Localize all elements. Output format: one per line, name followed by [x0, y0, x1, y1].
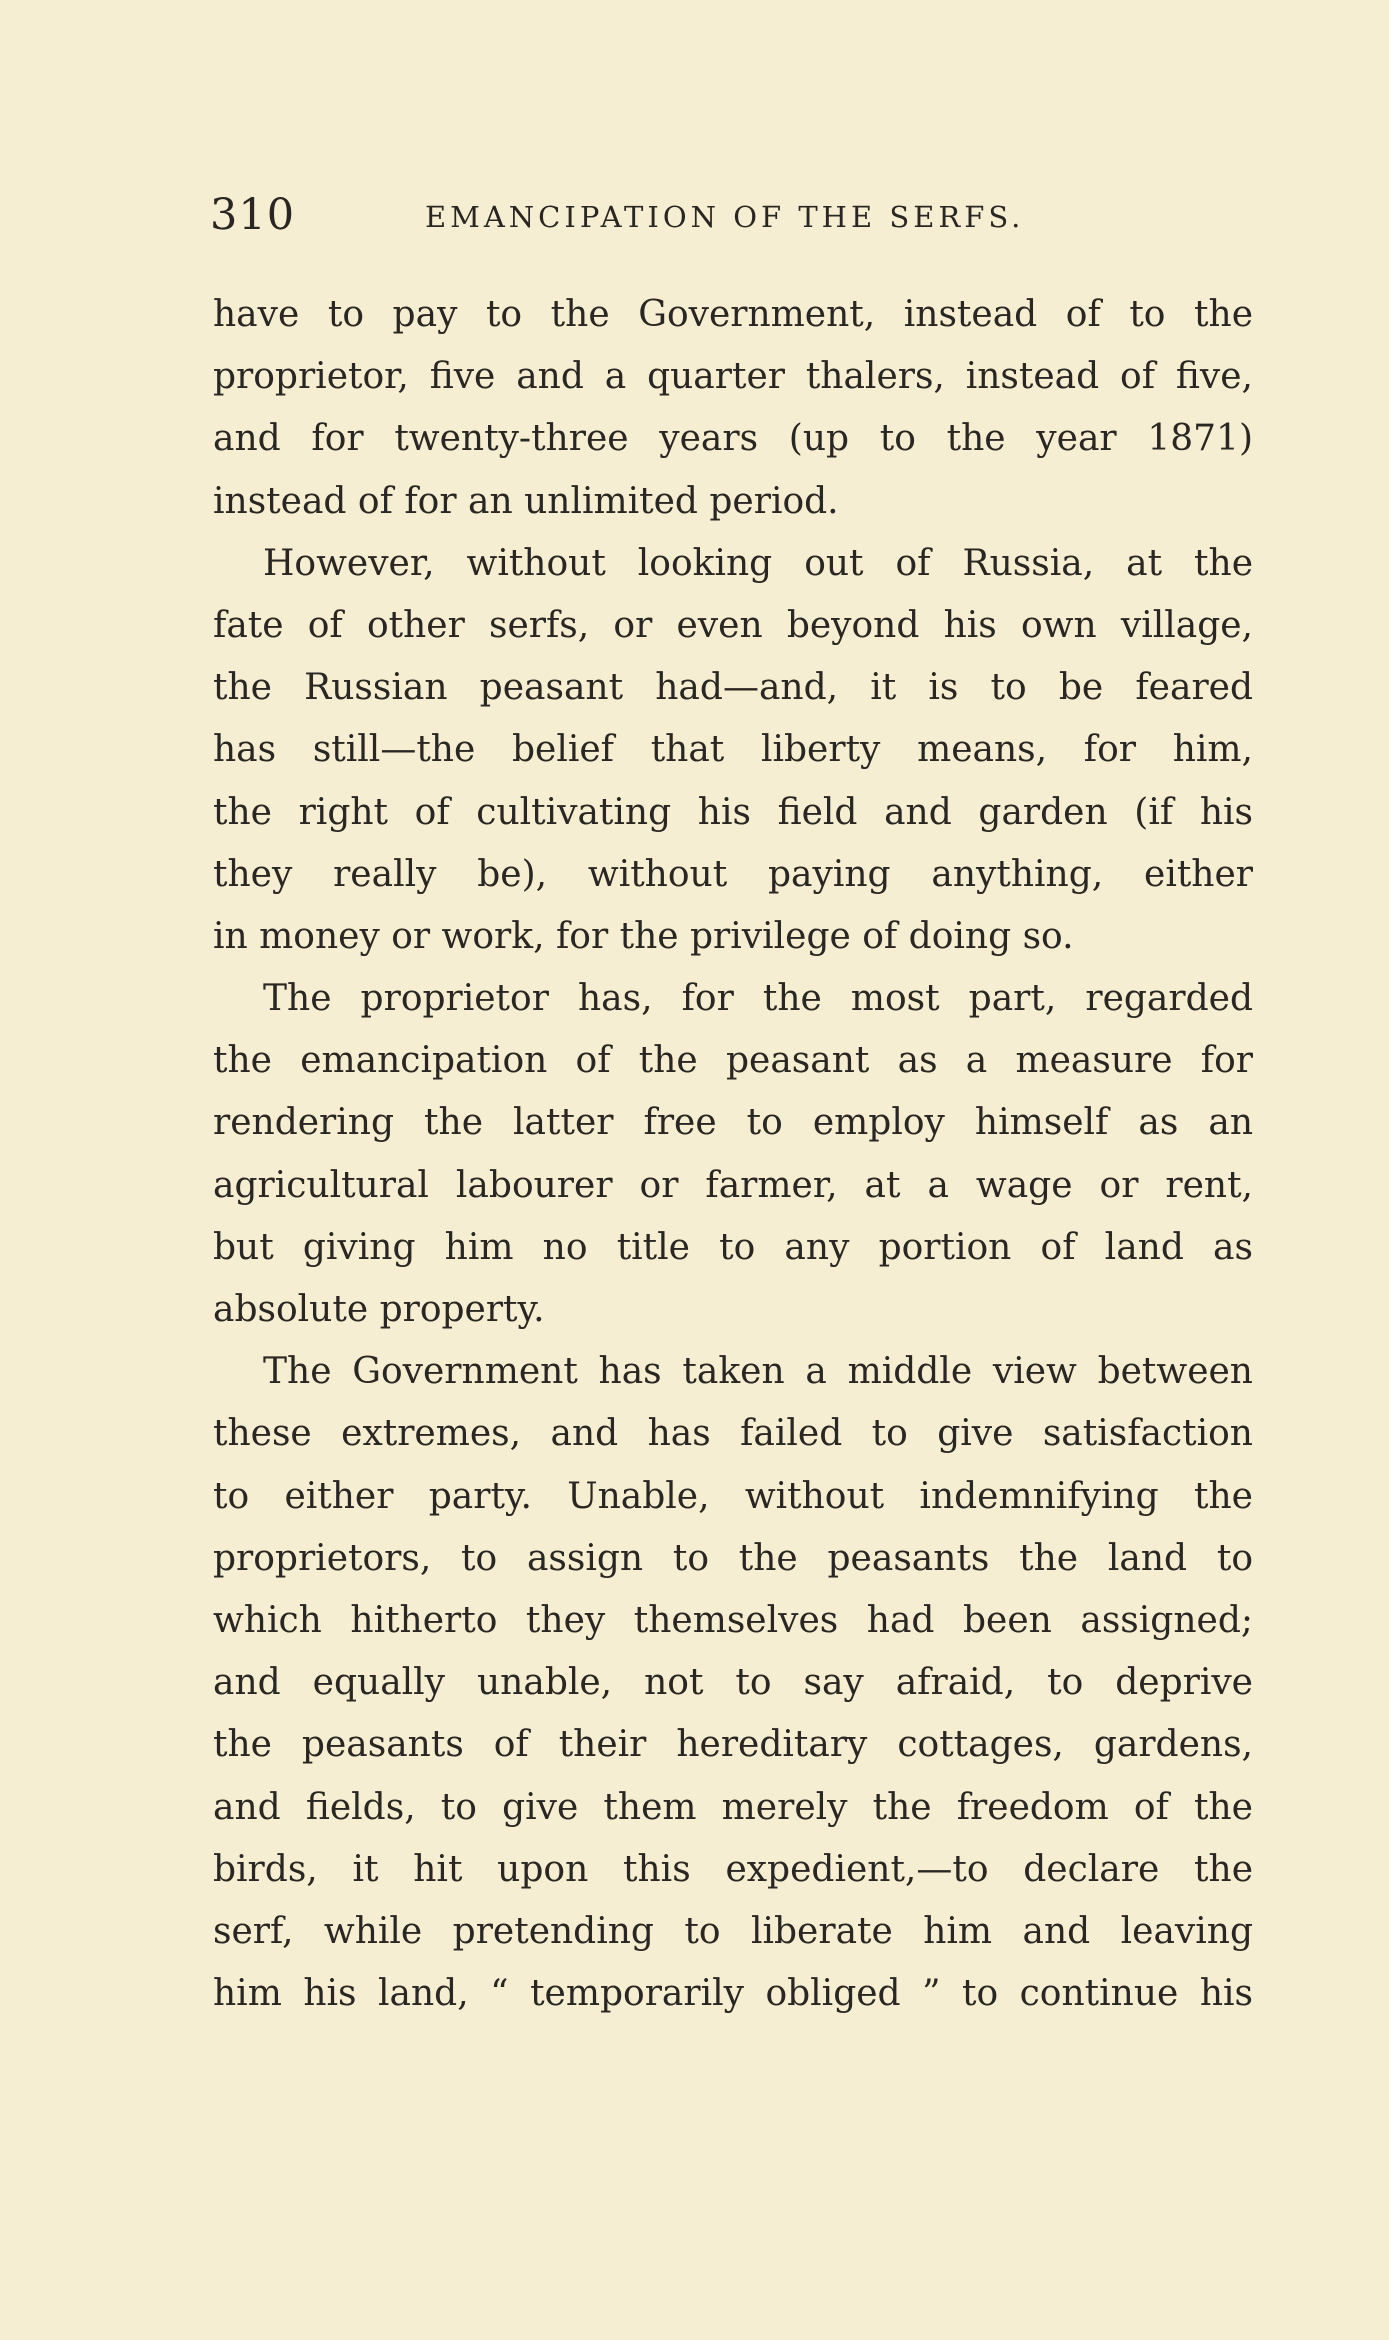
page-number: 310: [210, 190, 296, 240]
text-line: agricultural labourer or farmer, at a wage or rent,: [213, 1164, 1253, 1206]
text-line: which hitherto they themselves had been assigned;: [213, 1599, 1253, 1641]
text-line: serf, while pretending to liberate him and leaving: [213, 1910, 1253, 1952]
text-line: proprietor, five and a quarter thalers, instead of five,: [213, 356, 1253, 398]
text-line: the emancipation of the peasant as a measure for: [213, 1040, 1253, 1082]
text-line: and for twenty-three years (up to the year 1871): [213, 418, 1253, 460]
text-line: these extremes, and has failed to give satisfaction: [213, 1413, 1253, 1455]
text-line: the right of cultivating his field and garden (if his: [213, 791, 1253, 833]
text-line: have to pay to the Government, instead of to the: [213, 294, 1253, 335]
text-line: and fields, to give them merely the freedom of the: [213, 1786, 1253, 1828]
text-line: him his land, “ temporarily obliged ” to continue his: [213, 1973, 1253, 2015]
running-head: [210, 190, 1255, 250]
running-title: EMANCIPATION OF THE SERFS.: [425, 200, 1025, 234]
text-line: the peasants of their hereditary cottages, gardens,: [213, 1724, 1253, 1766]
text-line: However, without looking out of Russia, at the: [263, 542, 1253, 584]
body-text: [213, 284, 1253, 2025]
text-line: and equally unable, not to say afraid, to deprive: [213, 1662, 1253, 1704]
text-line: in money or work, for the privilege of doing so.: [213, 915, 1074, 957]
text-line: but giving him no title to any portion of land as: [213, 1226, 1253, 1268]
text-line: proprietors, to assign to the peasants the land to: [213, 1537, 1253, 1579]
text-line: the Russian peasant had—and, it is to be feared: [213, 667, 1253, 709]
text-line: instead of for an unlimited period.: [213, 480, 839, 522]
text-line: The proprietor has, for the most part, regarded: [263, 978, 1253, 1020]
text-line: to either party. Unable, without indemnifying the: [213, 1475, 1253, 1517]
text-line: they really be), without paying anything, either: [213, 853, 1253, 895]
text-line: absolute property.: [213, 1289, 545, 1330]
text-line: rendering the latter free to employ himself as an: [213, 1102, 1253, 1144]
text-line: birds, it hit upon this expedient,—to declare the: [213, 1848, 1253, 1890]
text-line: The Government has taken a middle view between: [263, 1351, 1253, 1393]
text-line: fate of other serfs, or even beyond his own village,: [213, 604, 1253, 646]
text-line: has still—the belief that liberty means, for him,: [213, 729, 1253, 771]
